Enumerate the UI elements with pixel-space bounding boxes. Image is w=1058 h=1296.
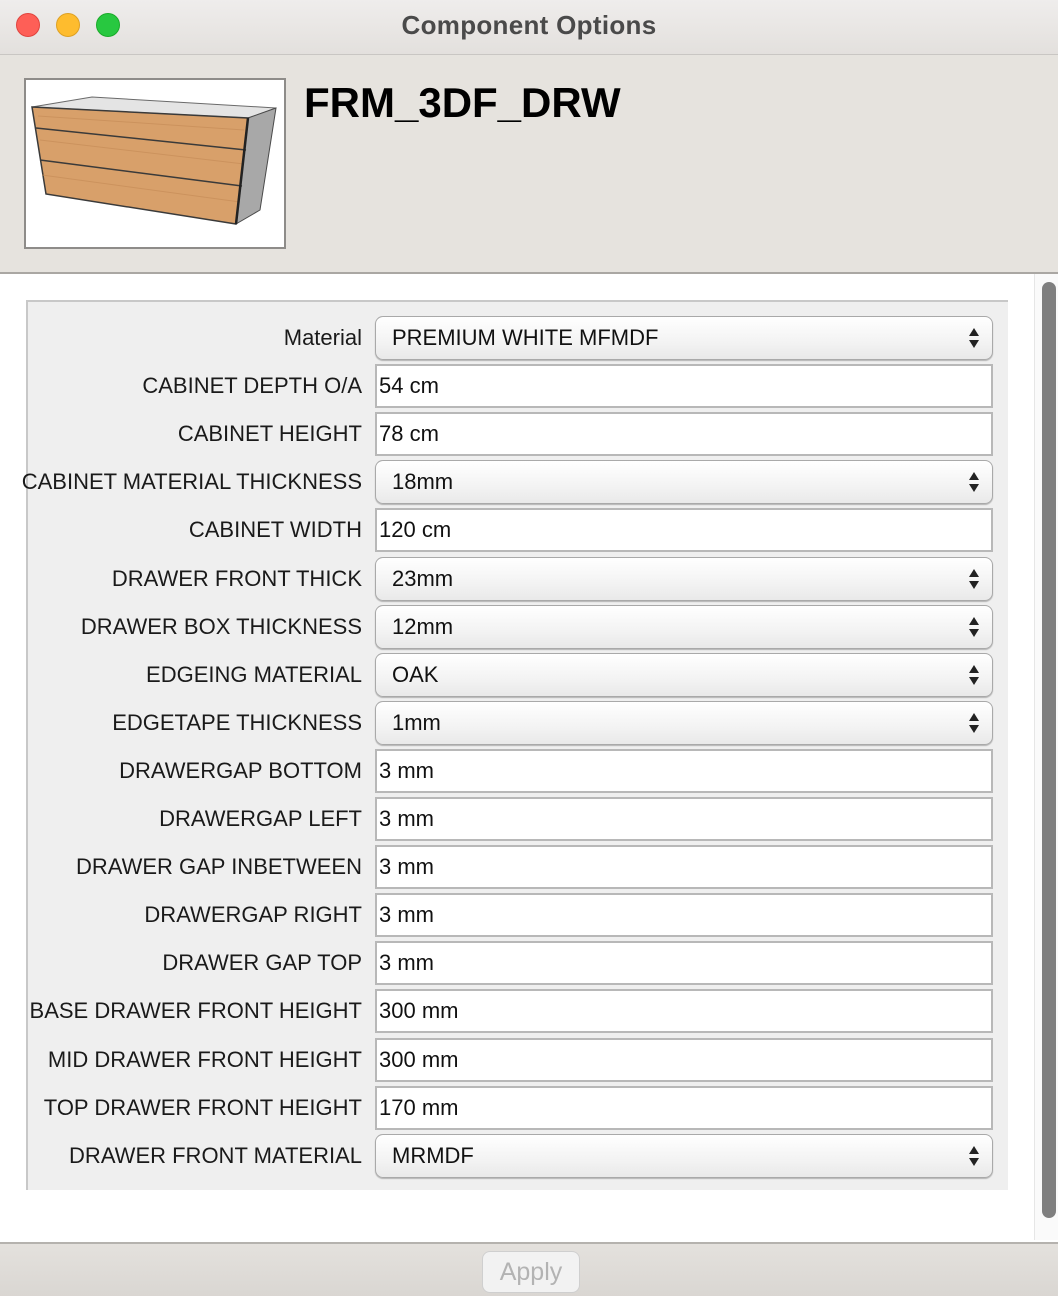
form-row [28, 316, 1008, 364]
select-value: MRMDF [392, 1143, 474, 1168]
field-label: Material [283, 325, 362, 350]
form-row [28, 845, 1008, 893]
component-name: FRM_3DF_DRW [304, 79, 621, 126]
field-input[interactable]: 3 mm [375, 941, 993, 985]
form-row [21, 460, 1008, 508]
select-value: 12mm [392, 614, 454, 639]
options-content [0, 274, 1040, 1240]
form-row [28, 653, 1008, 701]
field-input[interactable]: 3 mm [375, 797, 993, 841]
field-input[interactable]: 54 cm [375, 364, 993, 408]
field-label: BASE DRAWER FRONT HEIGHT [29, 998, 362, 1023]
field-label: CABINET HEIGHT [177, 421, 362, 446]
field-label: EDGETAPE THICKNESS [112, 710, 362, 735]
window-title: Component Options [401, 10, 657, 40]
field-label: CABINET WIDTH [188, 517, 362, 542]
field-select[interactable] [375, 460, 993, 504]
field-input[interactable]: 300 mm [375, 989, 993, 1033]
field-input[interactable]: 120 cm [375, 508, 993, 552]
field-select[interactable] [375, 557, 993, 601]
form-row [28, 1038, 1008, 1086]
select-value: 18mm [392, 469, 454, 494]
field-select[interactable] [375, 653, 993, 697]
field-label: DRAWER GAP TOP [162, 950, 362, 975]
field-input[interactable]: 3 mm [375, 749, 993, 793]
select-value: OAK [392, 662, 439, 687]
field-input[interactable]: 170 mm [375, 1086, 993, 1130]
field-label: TOP DRAWER FRONT HEIGHT [43, 1095, 362, 1120]
form-row [28, 989, 1008, 1037]
field-select[interactable] [375, 701, 993, 745]
up-down-arrows-icon [968, 1145, 980, 1167]
field-input[interactable]: 3 mm [375, 893, 993, 937]
scrollbar-thumb[interactable] [1042, 282, 1056, 1218]
form-row [28, 749, 1008, 797]
form-row [28, 1086, 1008, 1134]
apply-button[interactable]: Apply [482, 1251, 580, 1293]
field-label: CABINET MATERIAL THICKNESS [21, 469, 362, 494]
component-thumbnail [24, 78, 286, 249]
title-bar[interactable] [0, 0, 1058, 55]
footer-bar [0, 1242, 1058, 1296]
select-value: 1mm [392, 710, 441, 735]
field-label: DRAWER GAP INBETWEEN [75, 854, 362, 879]
up-down-arrows-icon [968, 616, 980, 638]
select-value: 23mm [392, 566, 454, 591]
form-row [28, 701, 1008, 749]
form-row [28, 364, 1008, 412]
field-label: DRAWERGAP BOTTOM [119, 758, 362, 783]
component-header [0, 55, 1058, 274]
form-row [28, 557, 1008, 605]
field-select[interactable] [375, 316, 993, 360]
up-down-arrows-icon [968, 664, 980, 686]
field-input[interactable]: 3 mm [375, 845, 993, 889]
field-select[interactable] [375, 605, 993, 649]
up-down-arrows-icon [968, 712, 980, 734]
form-row [28, 893, 1008, 941]
field-label: DRAWER FRONT THICK [111, 566, 362, 591]
form-row [28, 941, 1008, 989]
field-label: DRAWER BOX THICKNESS [80, 614, 362, 639]
up-down-arrows-icon [968, 471, 980, 493]
drawer-cabinet-preview-image [26, 80, 280, 243]
field-label: DRAWERGAP RIGHT [144, 902, 362, 927]
options-form [21, 300, 1008, 1190]
field-label: CABINET DEPTH O/A [142, 373, 362, 398]
form-row [28, 797, 1008, 845]
field-input[interactable]: 78 cm [375, 412, 993, 456]
field-select[interactable] [375, 1134, 993, 1178]
field-label: MID DRAWER FRONT HEIGHT [47, 1047, 362, 1072]
field-label: EDGEING MATERIAL [146, 662, 362, 687]
form-row [28, 605, 1008, 653]
field-label: DRAWERGAP LEFT [159, 806, 362, 831]
select-value: PREMIUM WHITE MFMDF [392, 325, 659, 350]
field-label: DRAWER FRONT MATERIAL [69, 1143, 362, 1168]
form-row [28, 412, 1008, 460]
up-down-arrows-icon [968, 327, 980, 349]
form-row [28, 1134, 1008, 1182]
field-input[interactable]: 300 mm [375, 1038, 993, 1082]
form-row [28, 508, 1008, 556]
up-down-arrows-icon [968, 568, 980, 590]
